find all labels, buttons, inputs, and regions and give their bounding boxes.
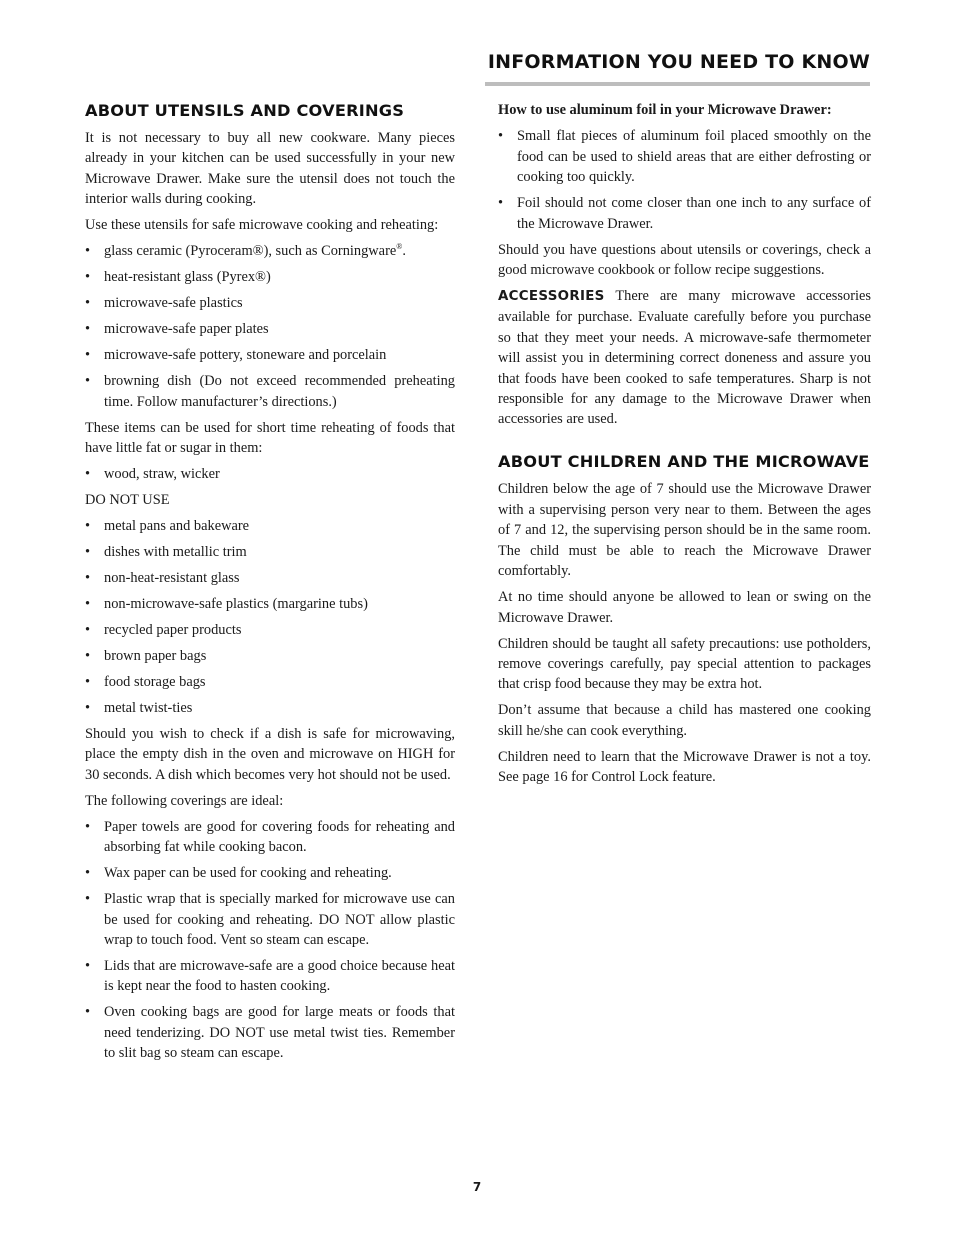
list-item: • food storage bags <box>85 672 455 692</box>
list-item: • metal twist-ties <box>85 698 455 718</box>
list-item: • non-heat-resistant glass <box>85 568 455 588</box>
dish-check-paragraph: Should you wish to check if a dish is safe for microwaving, place the empty dish in the oven and microwave on HIGH for 30 seconds. A dish which becomes very hot should not be used. <box>85 726 455 783</box>
list-item: • Paper towels are good for covering foods for reheating and absorbing fat while cooking bacon. <box>85 817 455 858</box>
do-not-use-label: DO NOT USE <box>85 492 170 509</box>
right-column <box>498 100 871 793</box>
list-item: • non-microwave-safe plastics (margarine tubs) <box>85 594 455 614</box>
coverings-intro: The following coverings are ideal: <box>85 792 284 809</box>
list-item: • heat-resistant glass (Pyrex®) <box>85 267 455 287</box>
short-time-list <box>85 464 455 484</box>
section-gap <box>498 435 871 451</box>
list-item: • metal pans and bakeware <box>85 516 455 536</box>
use-list <box>85 241 455 412</box>
coverings-list <box>85 817 455 1064</box>
accessories-paragraph <box>498 286 871 430</box>
utensils-intro: It is not necessary to buy all new cookware. Many pieces already in your kitchen can be used successfully in your new Microwave Drawer. Make sure the utensil does not touch the interior walls during cooking. <box>85 130 455 208</box>
page-header-title: INFORMATION YOU NEED TO KNOW <box>487 51 870 73</box>
list-item: • dishes with metallic trim <box>85 542 455 562</box>
list-item: • brown paper bags <box>85 646 455 666</box>
left-column <box>85 100 455 1069</box>
children-paragraph: Don’t assume that because a child has mastered one cooking skill he/she can cook everything. <box>498 702 871 739</box>
page-number: 7 <box>472 1180 482 1194</box>
list-item: • wood, straw, wicker <box>85 464 455 484</box>
questions-paragraph: Should you have questions about utensils or coverings, check a good microwave cookbook or follow recipe suggestions. <box>498 241 871 279</box>
list-item: • microwave-safe pottery, stoneware and porcelain <box>85 345 455 365</box>
list-item: • Foil should not come closer than one inch to any surface of the Microwave Drawer. <box>498 193 871 234</box>
list-item: • Wax paper can be used for cooking and reheating. <box>85 863 455 883</box>
children-paragraph: Children should be taught all safety precautions: use potholders, remove coverings carefully, pay special attention to packages that crisp food because they may be extra hot. <box>498 635 871 693</box>
list-item: • microwave-safe paper plates <box>85 319 455 339</box>
do-not-use-list <box>85 516 455 718</box>
list-item: • glass ceramic (Pyroceram®), such as Corningware®. <box>85 241 455 261</box>
list-item: • Plastic wrap that is specially marked for microwave use can be used for cooking and reheating. DO NOT allow plastic wrap to touch food. Vent so steam can escape. <box>85 889 455 950</box>
children-heading: ABOUT CHILDREN AND THE MICROWAVE <box>498 452 870 472</box>
list-item: • Lids that are microwave-safe are a good choice because heat is kept near the food to hasten cooking. <box>85 956 455 997</box>
accessories-text: There are many microwave accessories available for purchase. Evaluate carefully before you purchase so that they meet your needs. A microwave-safe thermometer will assist you in determining correct doneness and assure you that foods have been cooked to safe temperatures. Sharp is not responsible for any damage to the Microwave Drawer when accessories are used. <box>498 288 871 428</box>
list-item: • Oven cooking bags are good for large meats or foods that need tenderizing. DO NOT use metal twist ties. Remember to slit bag so steam can escape. <box>85 1002 455 1063</box>
header-rule <box>485 82 870 86</box>
utensils-heading: ABOUT UTENSILS AND COVERINGS <box>85 101 405 120</box>
list-item: • browning dish (Do not exceed recommended preheating time. Follow manufacturer’s directions.) <box>85 371 455 412</box>
children-paragraph: Children need to learn that the Microwave Drawer is not a toy. See page 16 for Control Lock feature. <box>498 748 871 786</box>
foil-subheading: How to use aluminum foil in your Microwave Drawer: <box>498 102 832 118</box>
accessories-label: ACCESSORIES <box>498 289 605 305</box>
short-time-intro: These items can be used for short time reheating of foods that have little fat or sugar in them: <box>85 419 455 457</box>
children-paragraph: At no time should anyone be allowed to lean or swing on the Microwave Drawer. <box>498 589 871 626</box>
children-paragraph: Children below the age of 7 should use the Microwave Drawer with a supervising person very near to them. Between the ages of 7 and 12, the supervising person should be in the same room. The child must be able to reach the Microwave Drawer comfortably. <box>498 481 871 580</box>
list-item: • Small flat pieces of aluminum foil placed smoothly on the food can be used to shield areas that are either defrosting or cooking too quickly. <box>498 126 871 187</box>
list-item: • microwave-safe plastics <box>85 293 455 313</box>
list-item: • recycled paper products <box>85 620 455 640</box>
foil-list <box>498 126 871 234</box>
use-intro: Use these utensils for safe microwave cooking and reheating: <box>85 217 439 234</box>
